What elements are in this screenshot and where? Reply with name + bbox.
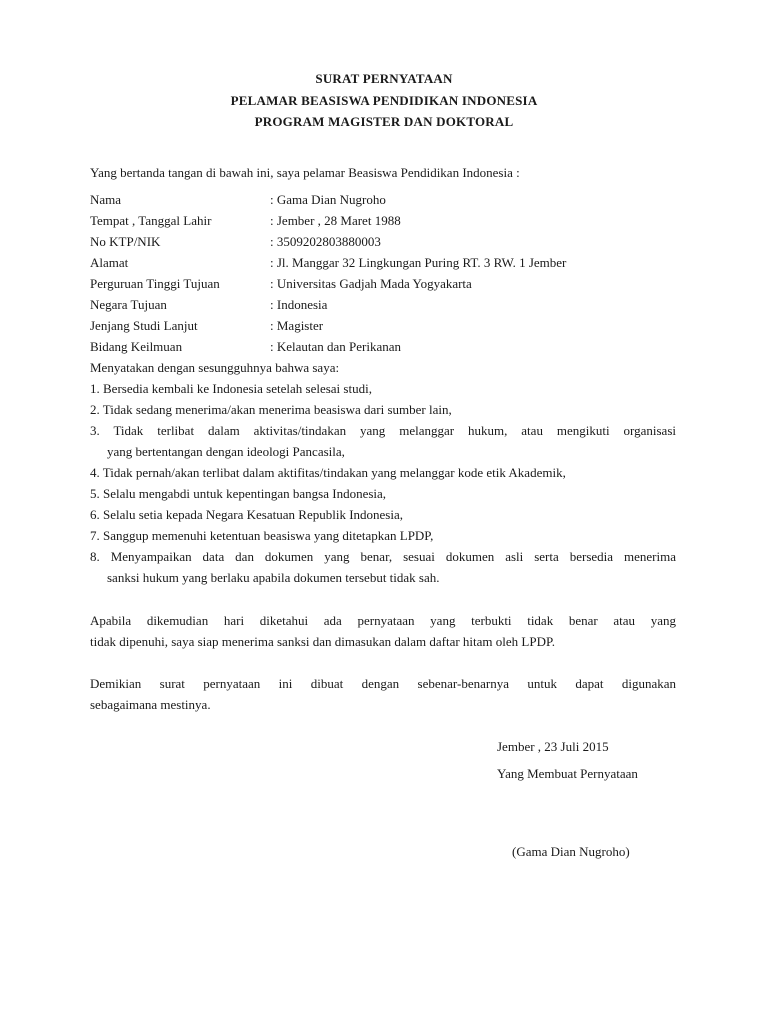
signatory-name: (Gama Dian Nugroho) <box>512 844 630 859</box>
list-item: 8. Menyampaikan data dan dokumen yang benar, sesuai dokumen asli serta bersedia menerima <box>90 549 676 564</box>
field-value-country: : Indonesia <box>270 297 328 312</box>
field-label-nik: No KTP/NIK <box>90 234 161 249</box>
list-item: 6. Selalu setia kepada Negara Kesatuan Republik Indonesia, <box>90 507 403 522</box>
document-title-line-2: PELAMAR BEASISWA PENDIDIKAN INDONESIA <box>230 93 538 108</box>
list-item: 5. Selalu mengabdi untuk kepentingan bangsa Indonesia, <box>90 486 387 501</box>
field-label-country: Negara Tujuan <box>90 297 167 312</box>
paragraph-line: Apabila dikemudian hari diketahui ada pernyataan yang terbukti tidak benar atau yang <box>90 613 676 628</box>
field-value-university: : Universitas Gadjah Mada Yogyakarta <box>270 276 472 291</box>
list-item: 3. Tidak terlibat dalam aktivitas/tindakan yang melanggar hukum, atau mengikuti organisasi <box>90 423 676 438</box>
field-label-name: Nama <box>90 192 122 207</box>
field-label-birth: Tempat , Tanggal Lahir <box>90 213 212 228</box>
field-label-level: Jenjang Studi Lanjut <box>90 318 198 333</box>
document-title-line-1: SURAT PERNYATAAN <box>315 71 453 86</box>
field-value-level: : Magister <box>270 318 324 333</box>
list-item: 1. Bersedia kembali ke Indonesia setelah selesai studi, <box>90 381 372 396</box>
field-value-birth: : Jember , 28 Maret 1988 <box>270 213 401 228</box>
field-label-address: Alamat <box>90 255 129 270</box>
paragraph-line: tidak dipenuhi, saya siap menerima sanksi dan dimasukan dalam daftar hitam oleh LPDP. <box>90 634 556 649</box>
list-item: 4. Tidak pernah/akan terlibat dalam aktifitas/tindakan yang melanggar kode etik Akademik, <box>90 465 566 480</box>
document-title-line-3: PROGRAM MAGISTER DAN DOKTORAL <box>254 114 514 129</box>
field-value-address: : Jl. Manggar 32 Lingkungan Puring RT. 3 RW. 1 Jember <box>270 255 567 270</box>
field-label-field: Bidang Keilmuan <box>90 339 183 354</box>
statement-intro: Menyatakan dengan sesungguhnya bahwa saya: <box>90 360 340 375</box>
signature-place-date: Jember , 23 Juli 2015 <box>497 739 609 754</box>
field-value-name: : Gama Dian Nugroho <box>270 192 386 207</box>
list-item: 2. Tidak sedang menerima/akan menerima beasiswa dari sumber lain, <box>90 402 452 417</box>
list-item-continuation: yang bertentangan dengan ideologi Pancasila, <box>107 444 345 459</box>
paragraph-line: Demikian surat pernyataan ini dibuat dengan sebenar-benarnya untuk dapat digunakan <box>90 676 676 691</box>
list-item: 7. Sanggup memenuhi ketentuan beasiswa yang ditetapkan LPDP, <box>90 528 434 543</box>
intro-text: Yang bertanda tangan di bawah ini, saya pelamar Beasiswa Pendidikan Indonesia : <box>90 165 520 180</box>
field-value-nik: : 3509202803880003 <box>270 234 381 249</box>
list-item-continuation: sanksi hukum yang berlaku apabila dokumen tersebut tidak sah. <box>107 570 440 585</box>
paragraph-line: sebagaimana mestinya. <box>90 697 211 712</box>
field-value-field: : Kelautan dan Perikanan <box>270 339 402 354</box>
signature-role: Yang Membuat Pernyataan <box>497 766 638 781</box>
field-label-university: Perguruan Tinggi Tujuan <box>90 276 220 291</box>
